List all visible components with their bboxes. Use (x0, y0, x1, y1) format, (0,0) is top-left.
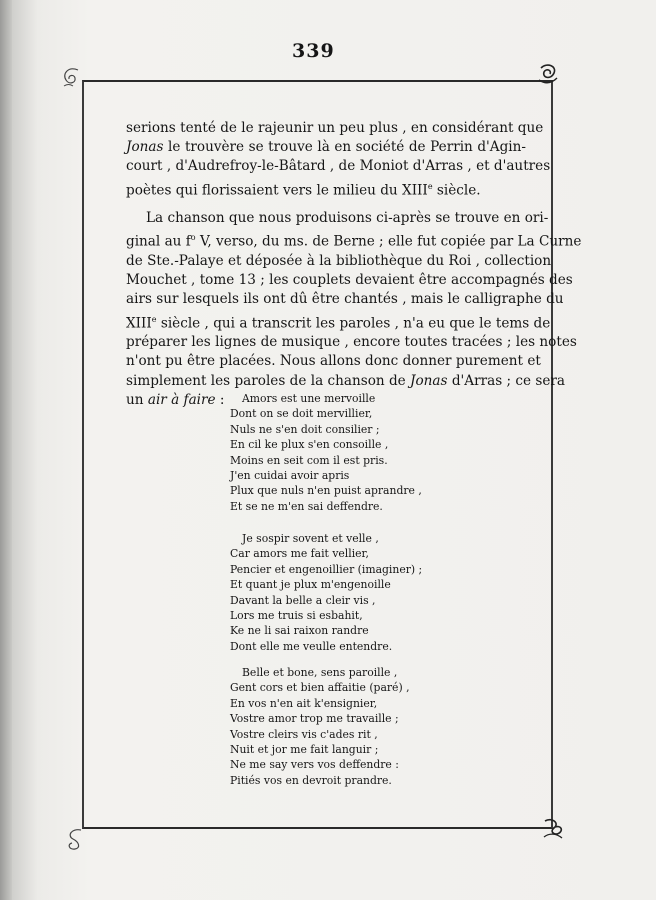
text-line: serions tenté de le rajeunir un peu plus , en considérant que (126, 120, 544, 136)
text-line: Jonas le trouvère se trouve là en société de Perrin d'Agin- (126, 139, 526, 156)
paragraph-intro (126, 119, 551, 200)
verse-line: Plux que nuls n'en puist aprandre , (230, 484, 422, 498)
corner-flourish-icon (63, 826, 89, 852)
corner-flourish-icon (58, 64, 84, 90)
verse-stanza-3 (230, 665, 490, 788)
verse-line: Et se ne m'en sai deffendre. (230, 499, 383, 513)
text-line: de Ste.-Palaye et déposée à la bibliothèque du Roi , collection (126, 252, 552, 269)
corner-flourish-icon (535, 60, 561, 86)
text-line: airs sur lesquels ils ont dû être chantés , mais le calligraphe du (126, 291, 564, 308)
verse-line: Nuls ne s'en doit consilier ; (230, 422, 380, 436)
corner-flourish-icon (540, 815, 566, 841)
verse-line: Lors me truis si esbahit, (230, 609, 363, 623)
verse-line: Et quant je plux m'engenoille (230, 578, 391, 592)
verse-line: Ke ne li sai raixon randre (230, 624, 369, 638)
text-line: XIIIe siècle , qui a transcrit les paroles , n'a eu que le tems de (126, 314, 551, 332)
verse-stanza-1 (230, 391, 490, 514)
page-number: 339 (292, 40, 335, 62)
verse-line: Belle et bone, sens paroille , (242, 666, 398, 679)
verse-line: Pencier et engenoillier (imaginer) ; (230, 562, 423, 576)
text-line: court , d'Audrefroy-le-Bâtard , de Moniot d'Arras , et d'autres (126, 158, 551, 175)
verse-line: En cil ke plux s'en consoille , (230, 438, 389, 452)
verse-line: Gent cors et bien affaitie (paré) , (230, 681, 410, 695)
verse-line: J'en cuidai avoir apris (230, 469, 350, 483)
author-name: Jonas (126, 139, 164, 156)
verse-line: Vostre cleirs vis c'ades rit , (230, 727, 378, 741)
text-line: n'ont pu être placées. Nous allons donc donner purement et (126, 353, 541, 370)
verse-line: Pitiés vos en devroit prandre. (230, 773, 392, 787)
verse-line: En vos n'en ait k'ensignier, (230, 696, 378, 710)
verse-line: Moins en seit com il est pris. (230, 453, 388, 467)
author-name: Jonas (410, 372, 448, 389)
verse-line: Dont on se doit mervillier, (230, 407, 373, 421)
verse-stanza-2 (230, 531, 490, 654)
verse-line: Je sospir sovent et velle , (242, 532, 379, 545)
text-line: ginal au $f^o$ V, verso, du ms. de Berne ; elle fut copiée par La Curne (126, 233, 582, 250)
paragraph-manuscript (126, 209, 582, 410)
verse-line: Amors est une mervoille (242, 392, 376, 405)
text-line: Mouchet , tome 13 ; les couplets devaient être accompagnés des (126, 272, 573, 289)
verse-line: Ne me say vers vos deffendre : (230, 758, 399, 772)
verse-line: Vostre amor trop me travaille ; (230, 712, 399, 726)
verse-line: Car amors me fait vellier, (230, 547, 369, 561)
verse-line: Davant la belle a cleir vis , (230, 593, 376, 607)
text-line: un air à faire : (126, 391, 225, 408)
verse-line: Dont elle me veulle entendre. (230, 639, 393, 653)
text-line: simplement les paroles de la chanson de Jonas d'Arras ; ce sera (126, 372, 565, 389)
text-line: poètes qui florissaient vers le milieu du XIIIe siècle. (126, 181, 481, 199)
text-line: préparer les lignes de musique , encore toutes tracées ; les notes (126, 334, 577, 351)
text-line: La chanson que nous produisons ci-après se trouve en ori- (146, 210, 549, 226)
book-spine-shadow (0, 0, 12, 900)
verse-line: Nuit et jor me fait languir ; (230, 743, 379, 757)
